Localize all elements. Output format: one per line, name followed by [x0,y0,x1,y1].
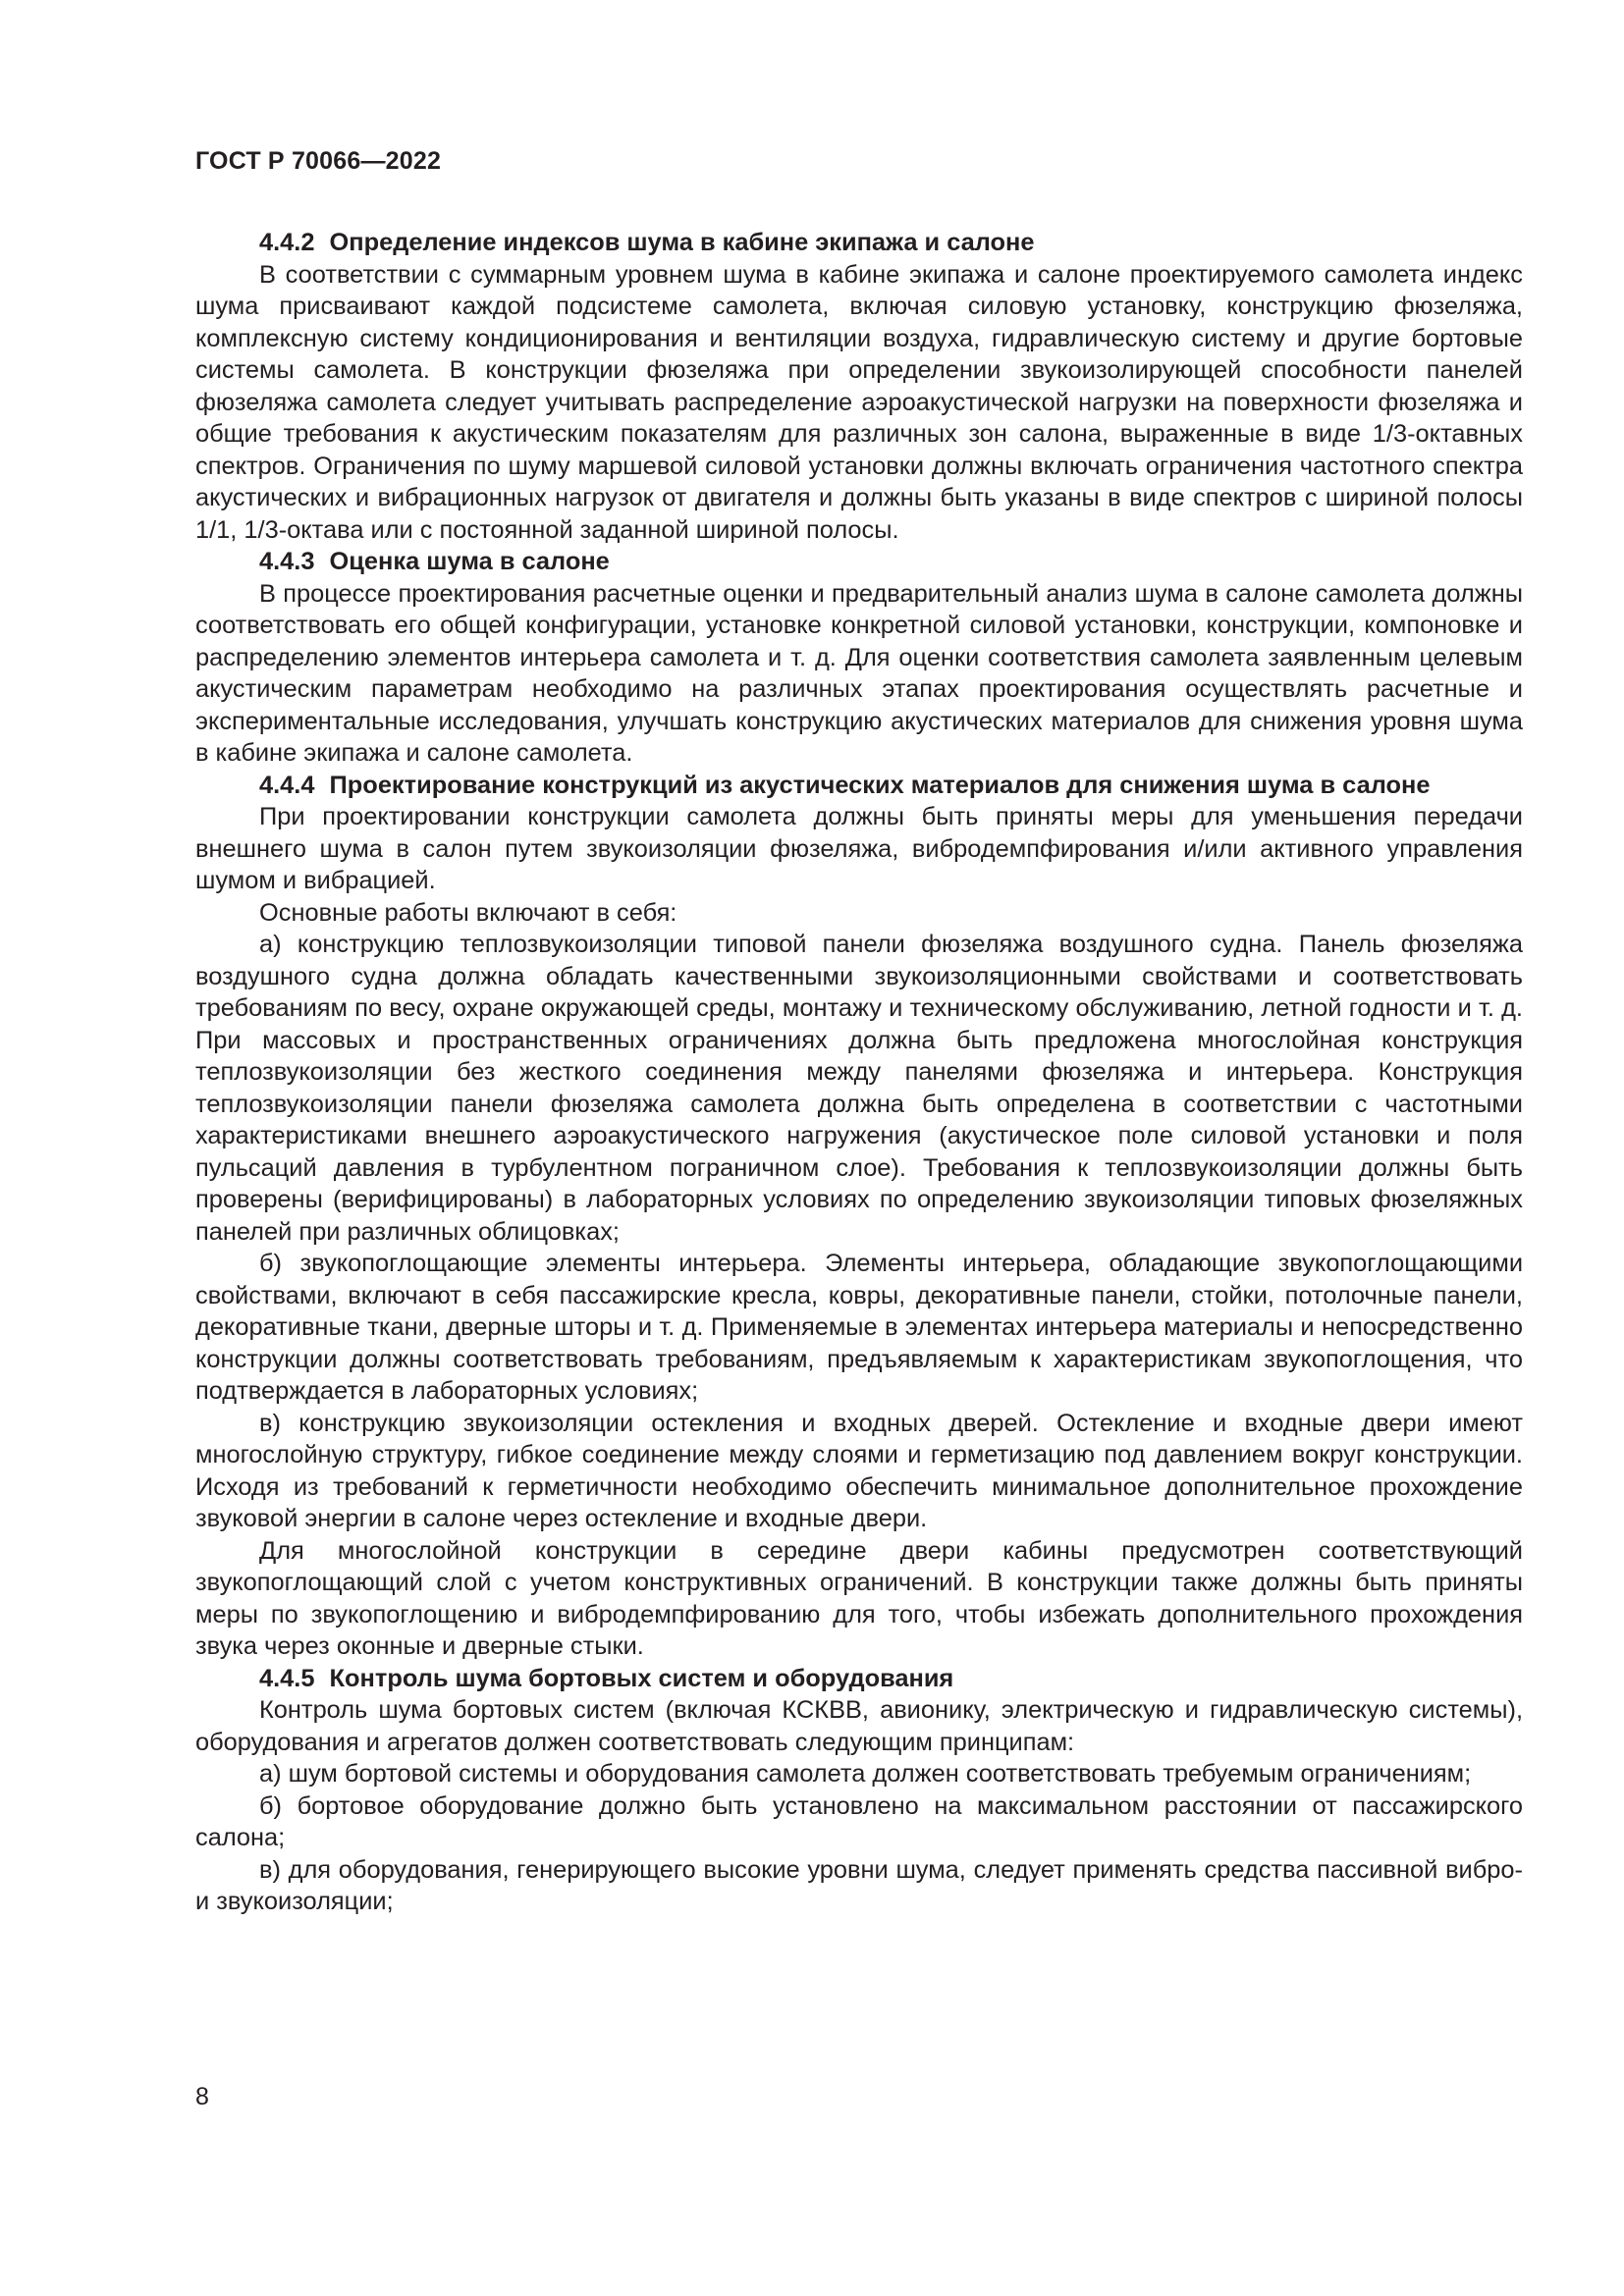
list-item: б) бортовое оборудование должно быть установлено на максимальном расстоянии от пассажирского салона; [195,1791,1523,1851]
paragraph: В соответствии с суммарным уровнем шума в кабине экипажа и салоне проектируемого самолета индекс шума присваивают каждой подсистеме самолета, включая силовую установку, конструкцию фюзеляжа, комплексную систему кондиционирования и вентиляции воздуха, гидравлическую систему и другие бортовые системы самолета. В конструкции фюзеляжа при определении звукоизолирующей способности панелей фюзеляжа самолета следует учитывать распределение аэроакустической нагрузки на поверхности фюзеляжа и общие требования к акустическим показателям для различных зон салона, выраженные в виде 1/3-октавных спектров. Ограничения по шуму маршевой силовой установки должны включать ограничения частотного спектра акустических и вибрационных нагрузок от двигателя и должны быть указаны в виде спектров с шириной полосы 1/1, 1/3-октава или с постоянной заданной шириной полосы. [195,260,1523,544]
document-body [195,227,1523,1918]
list-item: в) конструкцию звукоизоляции остекления и входных дверей. Остекление и входные двери имеют многослойную структуру, гибкое соединение между слоями и герметизацию под давлением вокруг конструкции. Исходя из требований к герметичности необходимо обеспечить минимальное дополнительное прохождение звуковой энергии в салоне через остекление и входные двери. [195,1409,1523,1532]
paragraph: В процессе проектирования расчетные оценки и предварительный анализ шума в салоне самолета должны соответствовать его общей конфигурации, установке конкретной силовой установки, конструкции, компоновке и распределению элементов интерьера самолета и т. д. Для оценки соответствия самолета заявленным целевым акустическим параметрам необходимо на различных этапах проектирования осуществлять расчетные и экспериментальные исследования, улучшать конструкцию акустических материалов для снижения уровня шума в кабине экипажа и салоне самолета. [195,579,1523,767]
document-code-header: ГОСТ Р 70066—2022 [195,147,442,175]
section-heading-4-4-3 [195,546,1523,578]
section-heading-4-4-4 [195,770,1523,802]
list-item: в) для оборудования, генерирующего высокие уровни шума, следует применять средства пассивной вибро- и звукоизоляции; [195,1855,1523,1915]
section-title: Оценка шума в салоне [329,548,610,575]
section-number: 4.4.4 [259,771,315,799]
section-heading-4-4-2 [195,227,1523,259]
list-item: а) шум бортовой системы и оборудования самолета должен соответствовать требуемым ограничениям; [259,1760,1472,1788]
section-number: 4.4.2 [259,229,315,256]
paragraph: Основные работы включают в себя: [259,898,677,927]
list-item: а) конструкцию теплозвукоизоляции типовой панели фюзеляжа воздушного судна. Панель фюзеляжа воздушного судна должна обладать качественными звукоизоляционными свойствами и соответствовать требованиям по весу, охране окружающей среды, монтажу и техническому обслуживанию, летной годности и т. д. При массовых и пространственных ограничениях должна быть предложена многослойная конструкция теплозвукоизоляции без жесткого соединения между панелями фюзеляжа и интерьера. Конструкция теплозвукоизоляции панели фюзеляжа самолета должна быть определена в соответствии с частотными характеристиками внешнего аэроакустического нагружения (акустическое поле силовой установки и поля пульсаций давления в турбулентном пограничном слое). Требования к теплозвукоизоляции должны быть проверены (верифицированы) в лабораторных условиях по определению звукоизоляции типовых фюзеляжных панелей при различных облицовках; [195,931,1523,1246]
section-number: 4.4.3 [259,548,315,575]
paragraph: При проектировании конструкции самолета должны быть приняты меры для уменьшения передачи внешнего шума в салон путем звукоизоляции фюзеляжа, вибродемпфирования и/или активного управления шумом и вибрацией. [195,803,1523,894]
list-item: б) звукопоглощающие элементы интерьера. Элементы интерьера, обладающие звукопоглощающими свойствами, включают в себя пассажирские кресла, ковры, декоративные панели, стойки, потолочные панели, декоративные ткани, дверные шторы и т. д. Применяемые в элементах интерьера материалы и непосредственно конструкции должны соответствовать требованиям, предъявляемым к характеристикам звукопоглощения, что подтверждается в лабораторных условиях; [195,1250,1523,1405]
section-title: Контроль шума бортовых систем и оборудования [329,1664,954,1692]
section-title: Определение индексов шума в кабине экипажа и салоне [329,229,1035,256]
page-number: 8 [195,2083,209,2110]
section-number: 4.4.5 [259,1664,315,1692]
paragraph: Для многослойной конструкции в середине двери кабины предусмотрен соответствующий звукопоглощающий слой с учетом конструктивных ограничений. В конструкции также должны быть приняты меры по звукопоглощению и вибродемпфированию для того, чтобы избежать дополнительного прохождения звука через оконные и дверные стыки. [195,1536,1523,1660]
section-heading-4-4-5 [195,1663,1523,1695]
paragraph: Контроль шума бортовых систем (включая КСКВВ, авионику, электрическую и гидравлическую системы), оборудования и агрегатов должен соответствовать следующим принципам: [195,1696,1523,1756]
section-title: Проектирование конструкций из акустических материалов для снижения шума в салоне [329,771,1431,799]
